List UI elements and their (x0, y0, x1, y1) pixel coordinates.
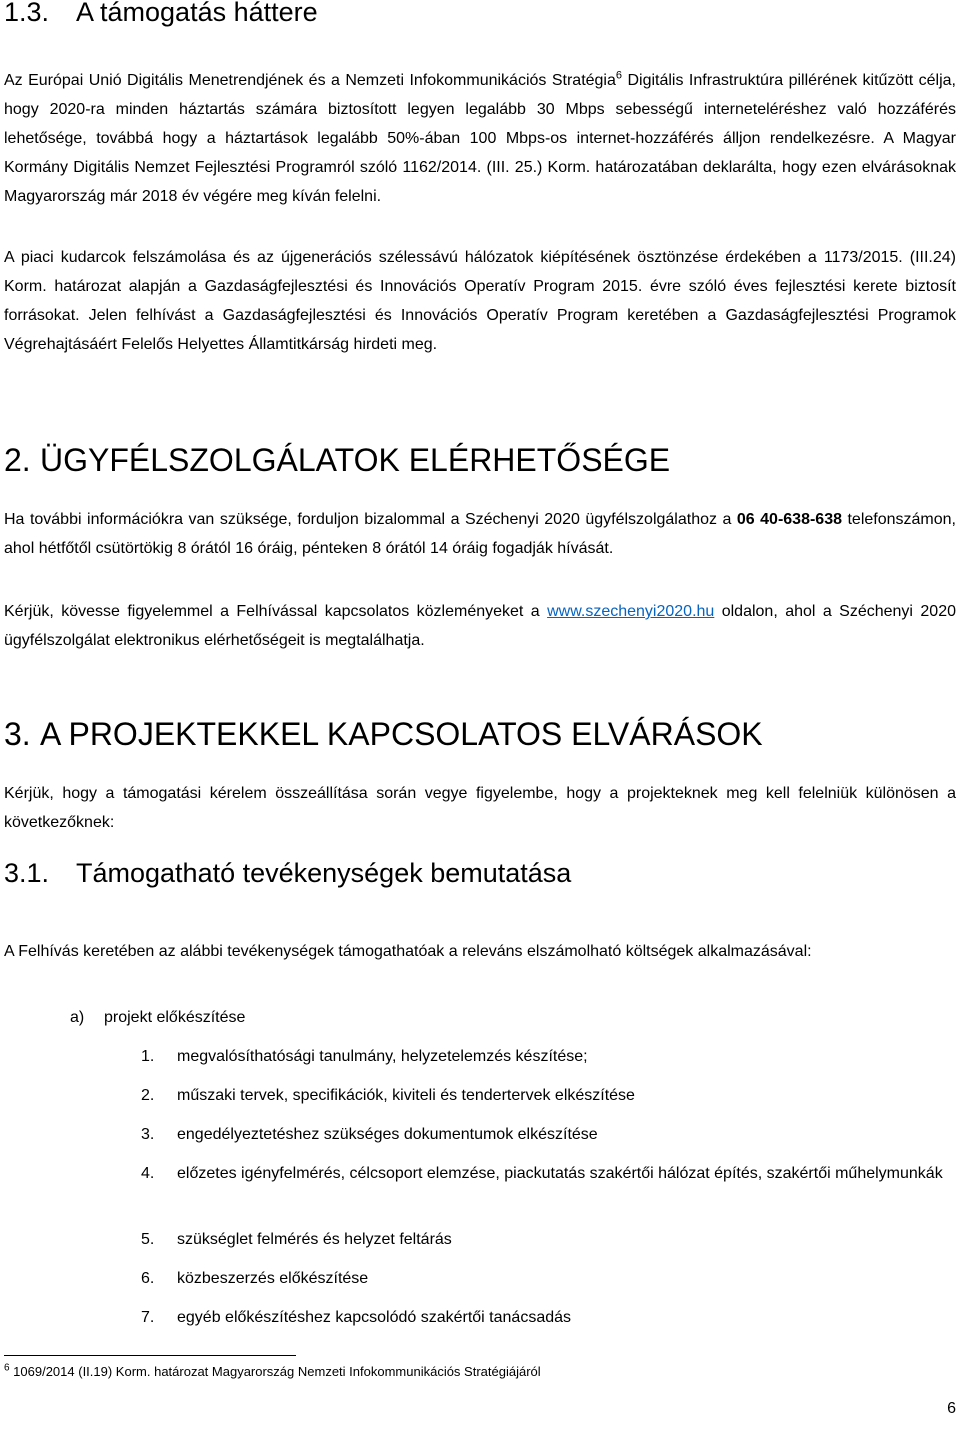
footnote-reference[interactable]: 6 (615, 69, 623, 82)
section-2-heading (4, 441, 670, 479)
paragraph (4, 597, 956, 655)
list-text: projekt előkészítése (104, 1009, 246, 1026)
list-number: 4. (141, 1165, 155, 1182)
list-label: a) (70, 1009, 85, 1026)
section-1-3-heading (4, 0, 318, 28)
list-item (141, 1121, 956, 1148)
paragraph-text: oldalon, ahol a Széchenyi 2020 ügyfélszolgálat elektronikus elérhetőségeit is megtalálhatja. (4, 603, 956, 649)
paragraph (4, 66, 956, 211)
list-text: közbeszerzés előkészítése (177, 1270, 369, 1287)
paragraph-text: Kérjük, kövesse figyelemmel a Felhívással kapcsolatos közleményeket a (4, 603, 548, 620)
list-item (141, 1160, 956, 1187)
list-text: műszaki tervek, specifikációk, kiviteli és tendertervek elkészítése (177, 1087, 635, 1104)
footnote-number: 6 (4, 1362, 10, 1374)
list-text: szükséglet felmérés és helyzet feltárás (177, 1231, 452, 1248)
paragraph-text: Digitális Infrastruktúra pillérének kitűzött célja, hogy 2020-ra minden háztartás számára biztosított legyen legalább 30 Mbps sebességű interneteléréshez való hozzáférés lehetősége, továbbá hogy a háztartások legalább 50%-ában 100 Mbps-os internet-hozzáférés álljon rendelkezésre. A Magyar Kormány Digitális Nemzet Fejlesztési Programról szóló 1162/2014. (III. 25.) Korm. határozatában deklarálta, hogy ezen elvárásoknak Magyarország már 2018 év végére meg kíván felelni. (4, 72, 956, 205)
list-text: megvalósíthatósági tanulmány, helyzetelemzés készítése; (177, 1048, 588, 1065)
list-number: 6. (141, 1270, 155, 1287)
paragraph-text: telefonszámon, ahol hétfőtől csütörtökig 8 órától 16 óráig, pénteken 8 órától 14 óráig fogadják hívását. (4, 511, 956, 557)
list-number: 1. (141, 1048, 155, 1065)
list-item (141, 1082, 956, 1109)
paragraph: A Felhívás keretében az alábbi tevékenységek támogathatóak a releváns elszámolható költségek alkalmazásával: (4, 943, 812, 960)
list-item (141, 1226, 956, 1253)
phone-number: 06 40-638-638 (736, 511, 842, 528)
section-3-1-heading (4, 857, 571, 889)
paragraph: Kérjük, hogy a támogatási kérelem összeállítása során vegye figyelembe, hogy a projekteknek meg kell felelniük különösen a következőknek: (4, 785, 956, 831)
footnote-separator (4, 1355, 296, 1356)
list-text: egyéb előkészítéshez kapcsolódó szakértői tanácsadás (177, 1309, 572, 1326)
section-title: A PROJEKTEKKEL KAPCSOLATOS ELVÁRÁSOK (40, 716, 763, 752)
paragraph: A piaci kudarcok felszámolása és az újgenerációs szélessávú hálózatok kiépítésének ösztönzése érdekében a 1173/2015. (III.24) Korm. határozat alapján a Gazdaságfejlesztési és Innovációs Operatív Program 2015. évre szóló éves fejlesztési kerete biztosít forrásokat. Jelen felhívást a Gazdaságfejlesztési és Innovációs Operatív Program keretében a Gazdaságfejlesztési Programok Végrehajtásáért Felelős Helyettes Államtitkárság hirdeti meg. (4, 249, 956, 353)
list-number: 7. (141, 1309, 155, 1326)
section-number: 3.1. (4, 858, 50, 888)
list-number: 2. (141, 1087, 155, 1104)
list-text: előzetes igényfelmérés, célcsoport elemzése, piackutatás szakértői hálózat építés, szakértői műhelymunkák (177, 1165, 943, 1182)
list-number: 5. (141, 1231, 155, 1248)
section-number: 1.3. (4, 0, 50, 27)
section-number: 2. (4, 442, 31, 478)
list-item (141, 1265, 956, 1292)
section-number: 3. (4, 716, 31, 752)
list-item (141, 1043, 956, 1070)
list-text: engedélyeztetéshez szükséges dokumentumok elkészítése (177, 1126, 598, 1143)
paragraph-text: Az Európai Unió Digitális Menetrendjének és a Nemzeti Infokommunikációs Stratégia (4, 72, 616, 89)
list-number: 3. (141, 1126, 155, 1143)
section-title: A támogatás háttere (76, 0, 318, 27)
footnote-text: 1069/2014 (II.19) Korm. határozat Magyarország Nemzeti Infokommunikációs Stratégiájáról (9, 1364, 541, 1379)
section-title: ÜGYFÉLSZOLGÁLATOK ELÉRHETŐSÉGE (40, 442, 671, 478)
paragraph-text: Ha további információkra van szüksége, forduljon bizalommal a Széchenyi 2020 ügyfélszolgálathoz a (4, 511, 737, 528)
footnote (4, 1362, 541, 1382)
section-3-heading (4, 715, 763, 753)
list-item (141, 1304, 956, 1331)
list-item-alpha (70, 1003, 245, 1032)
website-link[interactable]: www.szechenyi2020.hu (547, 603, 715, 620)
section-title: Támogatható tevékenységek bemutatása (76, 858, 572, 888)
page-number: 6 (947, 1400, 956, 1417)
paragraph (4, 505, 956, 563)
